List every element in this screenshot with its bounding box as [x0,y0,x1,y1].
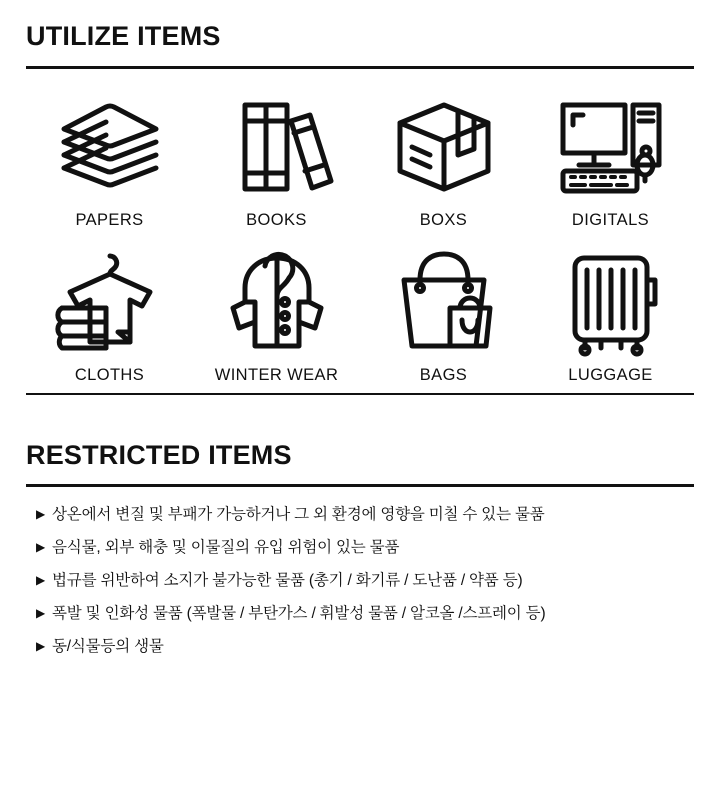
luggage-icon [549,248,673,356]
cloths-icon [48,248,172,356]
restricted-items-title: RESTRICTED ITEMS [26,439,292,470]
digitals-icon [549,93,673,201]
list-item [36,536,688,560]
list-item [36,635,688,659]
list-item [36,602,688,626]
books-icon [215,93,339,201]
utilize-item-boxs [360,83,527,238]
utilize-section-bottom-divider [26,393,694,395]
utilize-item-papers [26,83,193,238]
list-item-text: 폭발 및 인화성 물품 (폭발물 / 부탄가스 / 휘발성 물품 / 알코올 /스프레이 등) [52,605,546,623]
papers-icon [48,93,172,201]
utilize-item-label: PAPERS [75,210,144,229]
utilize-item-winter-wear [193,238,360,393]
utilize-items-title: UTILIZE ITEMS [26,21,221,51]
list-item-text: 상온에서 변질 및 부패가 가능하거나 그 외 환경에 영향을 미칠 수 있는 물품 [52,506,545,524]
utilize-item-bags [360,238,527,393]
bags-icon [382,248,506,356]
triangle-bullet-icon: ▶ [36,639,46,654]
list-item-text: 음식물, 외부 해충 및 이물질의 유입 위험이 있는 물품 [52,539,400,557]
utilize-item-digitals [527,83,694,238]
box-icon [382,93,506,201]
list-item-text: 동/식물등의 생물 [52,638,164,656]
utilize-item-luggage [527,238,694,393]
utilize-item-label: LUGGAGE [568,365,653,384]
list-item [36,503,688,527]
utilize-item-label: BOOKS [246,210,307,229]
list-item-text: 법규를 위반하여 소지가 불가능한 물품 (총기 / 화기류 / 도난품 / 약품 등) [52,572,523,590]
triangle-bullet-icon: ▶ [36,573,46,588]
utilize-item-label: BOXS [419,210,468,229]
utilize-item-cloths [26,238,193,393]
triangle-bullet-icon: ▶ [36,606,46,621]
utilize-title-divider [26,66,694,69]
triangle-bullet-icon: ▶ [36,507,46,522]
restricted-items-section [26,429,694,660]
restricted-items-list [26,503,694,659]
utilize-item-label: DIGITALS [571,210,650,229]
list-item [36,569,688,593]
utilize-items-grid [26,83,694,393]
utilize-item-books [193,83,360,238]
utilize-item-label: BAGS [419,365,468,384]
winter-wear-icon [215,248,339,356]
utilize-item-label: WINTER WEAR [214,365,339,384]
triangle-bullet-icon: ▶ [36,540,46,555]
restricted-title-divider [26,484,694,487]
utilize-item-label: CLOTHS [74,365,145,384]
